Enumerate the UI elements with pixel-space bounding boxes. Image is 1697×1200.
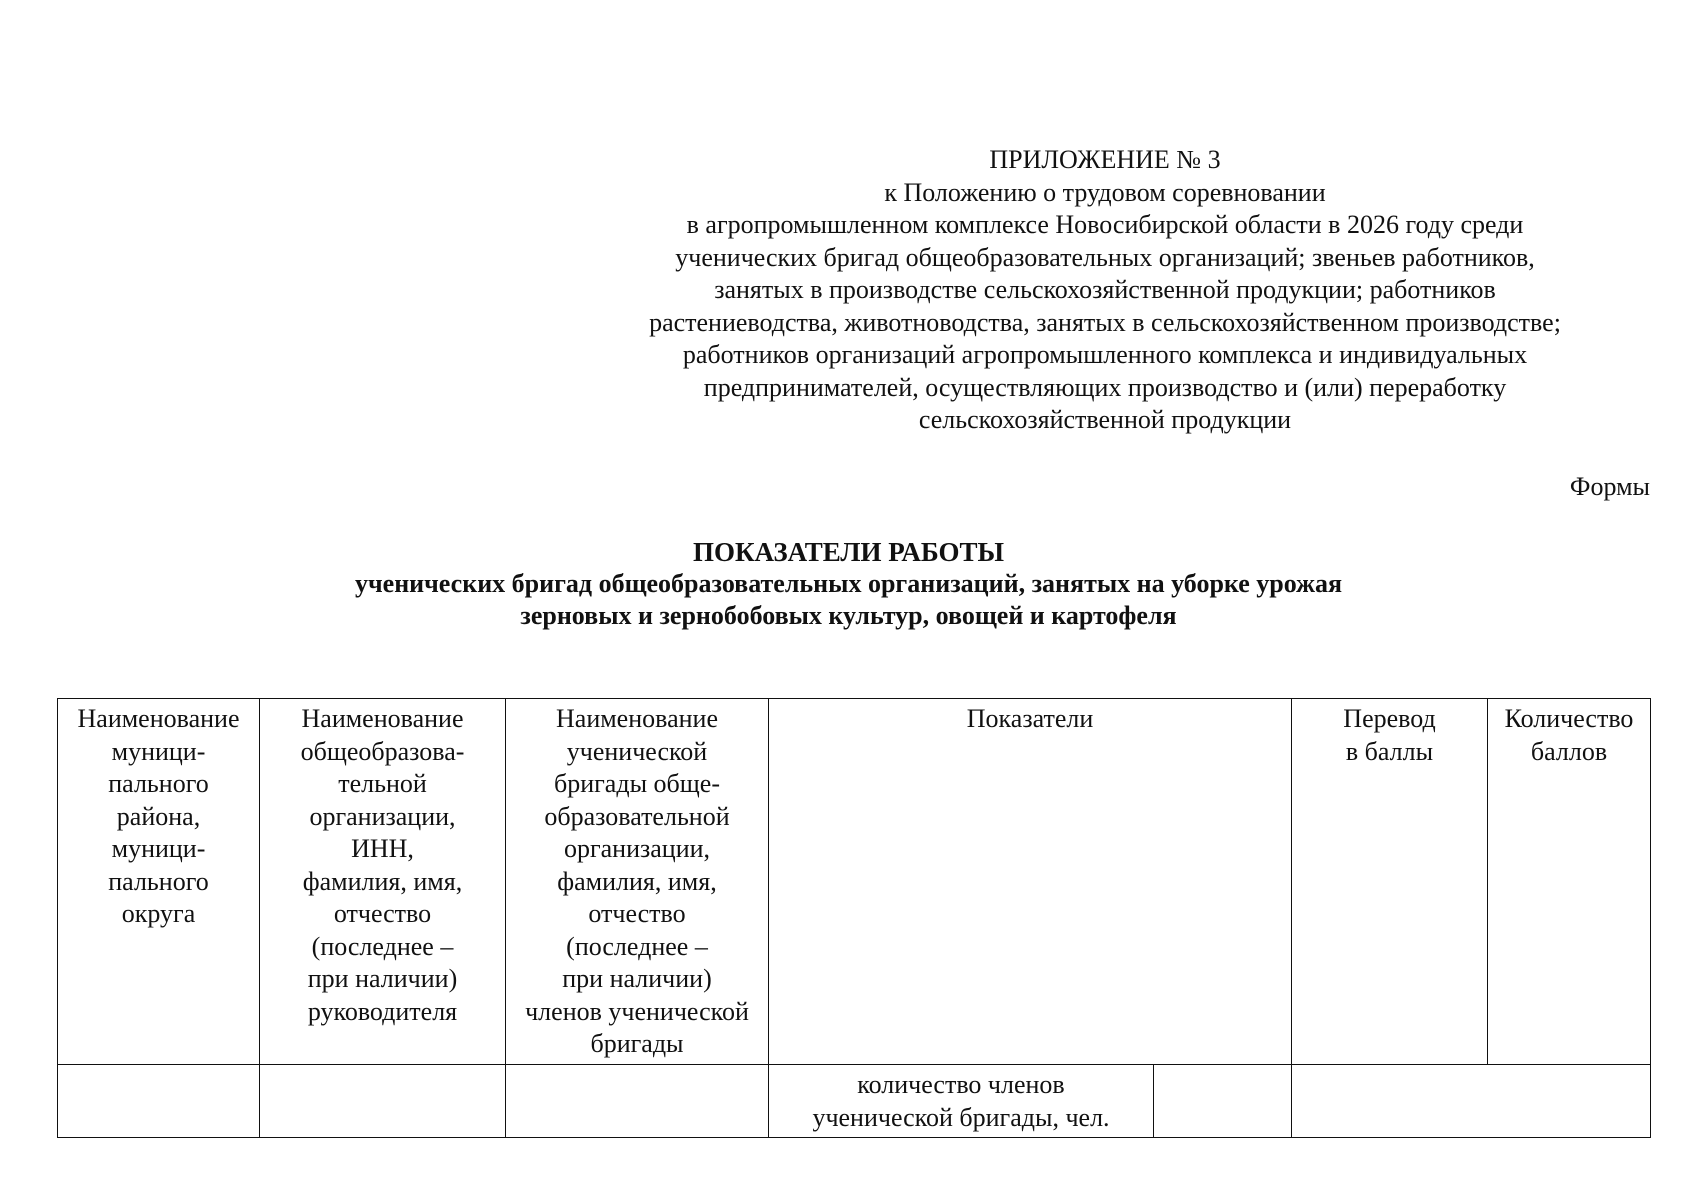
appendix-line: в агропромышленном комплексе Новосибирской области в 2026 году среди [686, 210, 1524, 239]
header-points-count: Количество баллов [1488, 699, 1651, 1065]
cell-brigade [506, 1065, 769, 1138]
header-indicators: Показатели [769, 699, 1292, 1065]
heading-subtitle-line: ученических бригад общеобразовательных организаций, занятых на уборке урожая [354, 569, 1343, 598]
appendix-line: работников организаций агропромышленного комплекса и индивидуальных [682, 340, 1528, 369]
forms-label: Формы [1569, 472, 1650, 501]
document-heading [0, 536, 1697, 632]
appendix-line: ПРИЛОЖЕНИЕ № 3 [989, 145, 1221, 174]
cell-indicator-name: количество членов ученической бригады, чел. [769, 1065, 1154, 1138]
heading-subtitle-line: зерновых и зернобобовых культур, овощей и картофеля [520, 601, 1177, 630]
appendix-line: сельскохозяйственной продукции [918, 405, 1292, 434]
appendix-line: ученических бригад общеобразовательных организаций; звеньев работников, [675, 242, 1535, 272]
table-header-row [58, 699, 1651, 1065]
header-municipality: Наименование муници- пального района, муници- пального округа [58, 699, 260, 1065]
cell-points [1292, 1065, 1651, 1138]
appendix-line: растениеводства, животноводства, занятых в сельскохозяйственном производстве; [649, 307, 1561, 337]
cell-indicator-value [1154, 1065, 1292, 1138]
heading-title: ПОКАЗАТЕЛИ РАБОТЫ [692, 537, 1005, 567]
appendix-line: к Положению о трудовом соревновании [884, 177, 1326, 207]
cell-municipality [58, 1065, 260, 1138]
indicators-table [57, 698, 1651, 1138]
appendix-line: занятых в производстве сельскохозяйственной продукции; работников [714, 275, 1496, 304]
appendix-header [600, 144, 1610, 437]
header-organization: Наименование общеобразова- тельной организации, ИНН, фамилия, имя, отчество (последнее – при наличии) руководителя [260, 699, 506, 1065]
table-row [58, 1065, 1651, 1138]
header-points-conversion: Перевод в баллы [1292, 699, 1488, 1065]
appendix-line: предпринимателей, осуществляющих производство и (или) переработку [703, 372, 1507, 402]
cell-organization [260, 1065, 506, 1138]
header-brigade: Наименование ученической бригады обще- образовательной организации, фамилия, имя, отчество (последнее – при наличии) членов ученической бригады [506, 699, 769, 1065]
